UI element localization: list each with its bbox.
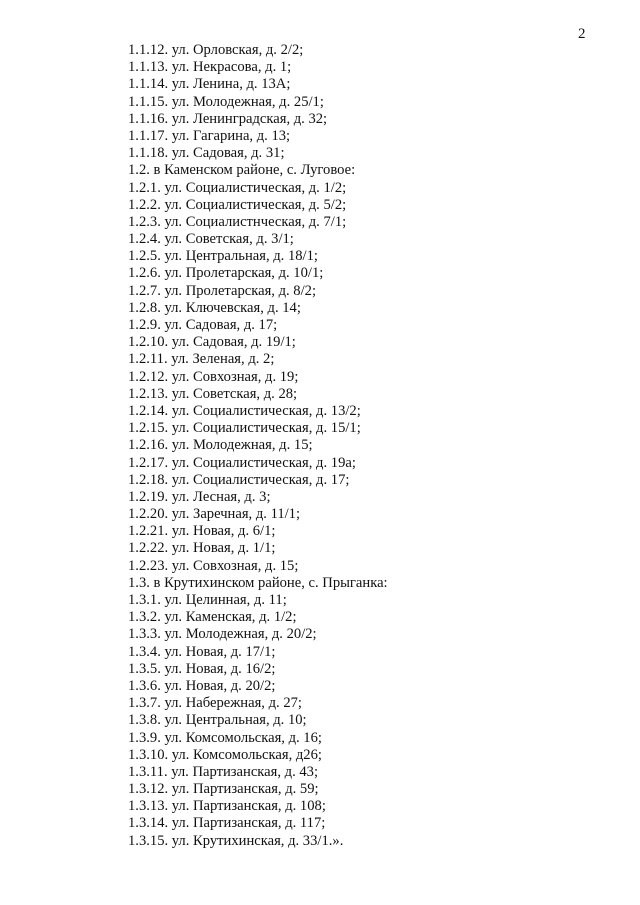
list-item: 1.2.16. ул. Молодежная, д. 15; [128,437,313,454]
page-number: 2 [578,26,586,42]
list-item: 1.1.17. ул. Гагарина, д. 13; [128,127,291,144]
list-item: 1.1.13. ул. Некрасова, д. 1; [128,59,292,76]
list-item: 1.2.12. ул. Совхозная, д. 19; [128,368,299,385]
list-item: 1.2.10. ул. Садовая, д. 19/1; [128,334,296,351]
list-item: 1.2.9. ул. Садовая, д. 17; [128,317,278,333]
list-item: 1.3.5. ул. Новая, д. 16/2; [128,660,276,677]
list-item: 1.3.13. ул. Партизанская, д. 108; [128,798,326,815]
address-list [128,42,388,850]
list-item: 1.3.11. ул. Партизанская, д. 43; [128,763,319,780]
list-item: 1.3.2. ул. Каменская, д. 1/2; [128,609,297,626]
list-item: 1.2.1. ул. Социалистическая, д. 1/2; [128,179,347,196]
list-item: 1.2.14. ул. Социалистическая, д. 13/2; [128,402,361,419]
list-item: 1.1.16. ул. Ленинградская, д. 32; [128,110,328,127]
list-item: 1.2.13. ул. Советская, д. 28; [128,385,298,402]
list-item: 1.2. в Каменском районе, с. Луговое: [128,162,356,179]
list-item: 1.2.18. ул. Социалистическая, д. 17; [128,471,350,488]
list-item: 1.3.1. ул. Целинная, д. 11; [128,592,287,608]
list-item: 1.2.15. ул. Социалистическая, д. 15/1; [128,420,361,437]
list-item: 1.3.15. ул. Крутихинская, д. 33/1.». [128,832,344,849]
list-item: 1.2.4. ул. Советская, д. 3/1; [128,231,294,248]
list-item: 1.2.21. ул. Новая, д. 6/1; [128,523,276,540]
list-item: 1.3.4. ул. Новая, д. 17/1; [128,643,276,660]
list-item: 1.3.14. ул. Партизанская, д. 117; [128,815,326,832]
list-item: 1.3.10. ул. Комсомольская, д26; [128,746,322,763]
list-item: 1.2.19. ул. Лесная, д. 3; [128,488,271,505]
list-item: 1.2.5. ул. Центральная, д. 18/1; [128,248,318,265]
list-item: 1.2.6. ул. Пролетарская, д. 10/1; [128,265,324,282]
list-item: 1.2.8. ул. Ключевская, д. 14; [128,299,301,316]
list-item: 1.1.14. ул. Ленина, д. 13А; [128,76,291,93]
list-item: 1.3.8. ул. Центральная, д. 10; [128,712,307,729]
list-item: 1.3.9. ул. Комсомольская, д. 16; [128,729,322,746]
list-item: 1.3.3. ул. Молодежная, д. 20/2; [128,626,317,643]
list-item: 1.2.20. ул. Заречная, д. 11/1; [128,506,301,523]
list-item: 1.2.23. ул. Совхозная, д. 15; [128,557,299,574]
list-item: 1.2.2. ул. Социалистическая, д. 5/2; [128,196,347,213]
list-item: 1.1.12. ул. Орловская, д. 2/2; [128,42,304,58]
list-item: 1.1.18. ул. Садовая, д. 31; [128,145,285,162]
list-item: 1.1.15. ул. Молодежная, д. 25/1; [128,93,324,110]
list-item: 1.3. в Крутихинском районе, с. Прыганка: [128,574,388,591]
list-item: 1.3.12. ул. Партизанская, д. 59; [128,781,319,798]
list-item: 1.2.17. ул. Социалистическая, д. 19а; [128,454,356,471]
list-item: 1.3.7. ул. Набережная, д. 27; [128,695,302,712]
list-item: 1.2.3. ул. Социалистнческая, д. 7/1; [128,213,347,230]
list-item: 1.2.22. ул. Новая, д. 1/1; [128,540,276,557]
list-item: 1.2.11. ул. Зеленая, д. 2; [128,351,275,368]
list-item: 1.3.6. ул. Новая, д. 20/2; [128,677,276,694]
list-item: 1.2.7. ул. Пролетарская, д. 8/2; [128,282,317,299]
